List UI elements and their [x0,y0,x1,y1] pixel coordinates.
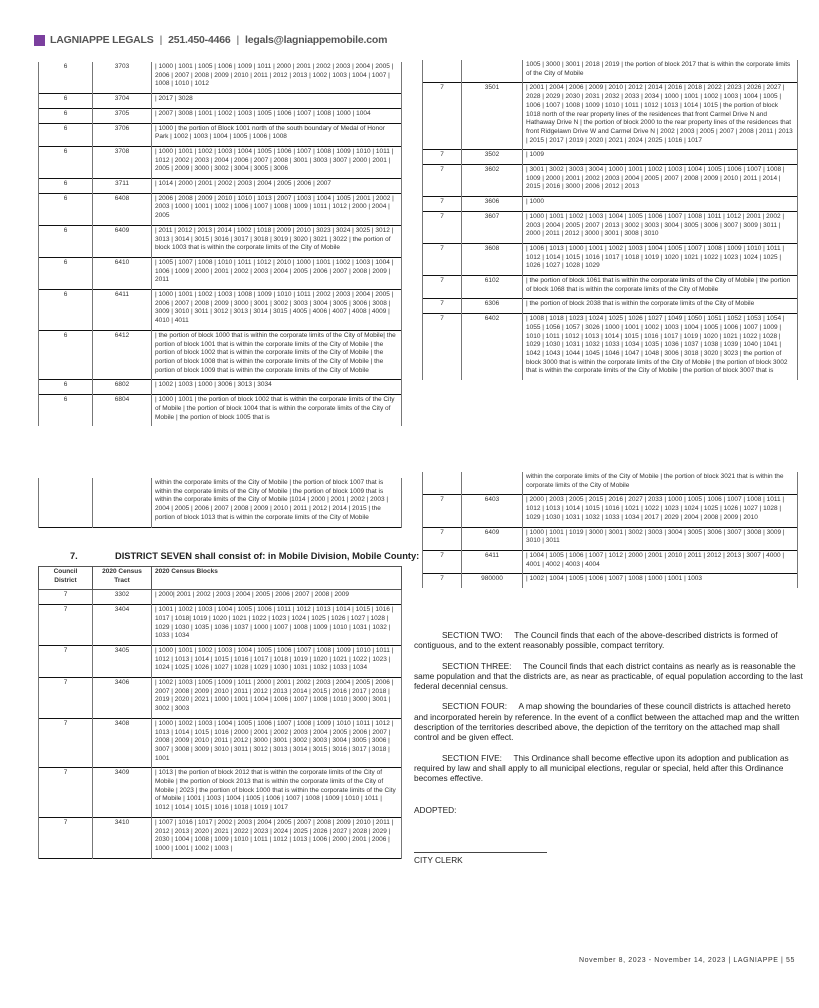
table-row [423,83,798,150]
census-tract-cell: 3708 [93,146,152,178]
census-blocks-cell: | 2017 | 3028 [152,94,402,109]
section-text: This Ordinance shall become effective upon its adoption and publication as required by law and shall apply to all municipal elections, regular or special, held after this Ordinance becomes effective. [414,752,789,784]
divider: | [159,34,163,46]
brand-square-icon [34,35,45,46]
table-row [423,243,798,275]
table-row [423,495,798,527]
council-district-cell: 6 [39,123,93,146]
column-header-district: Council District [39,567,93,590]
census-blocks-cell: | 1006 | 1013 | 1000 | 1001 | 1002 | 1003 | 1004 | 1005 | 1007 | 1008 | 1009 | 1010 | 1011 | 1012 | 1014 | 1015 | 1016 | 1017 | 1018 | 1019 | 1020 | 1021 | 1022 | 1023 | 1024 | 1025 | 1026 | 1027 | 1028 | 1029 [523,243,798,275]
section-paragraph [414,630,804,651]
census-tract-cell: 6410 [93,257,152,289]
census-tract-cell [462,472,523,495]
heading-text: DISTRICT SEVEN shall consist of: in Mobile Division, Mobile County: [115,551,420,561]
column-header-blocks: 2020 Census Blocks [152,567,402,590]
census-tract-cell: 3408 [93,718,152,768]
council-district-cell: 7 [423,197,462,212]
census-blocks-cell: | 1000 | 1001 | 1005 | 1006 | 1009 | 1011 | 2000 | 2001 | 2002 | 2003 | 2004 | 2005 | 2006 | 2007 | 2008 | 2009 | 2010 | 2011 | 2012 | 2013 | 1002 | 1003 | 1004 | 1007 | 1008 | 1010 | 1012 [152,62,402,94]
council-district-cell: 7 [423,276,462,299]
council-district-cell: 6 [39,179,93,194]
adopted-label: ADOPTED: [414,805,457,815]
page-header [34,34,387,46]
section-paragraph [414,661,804,692]
table-row [39,590,402,605]
council-district-cell: 7 [423,299,462,314]
council-district-cell: 7 [423,211,462,243]
census-tract-cell: 6411 [93,290,152,331]
district-seven-table-continued-2 [422,472,798,588]
council-district-cell: 7 [423,83,462,150]
census-blocks-cell: | 1000 | the portion of Block 1001 north of the south boundary of Medal of Honor Park | 1002 | 1003 | 1004 | 1005 | 1006 | 1008 [152,123,402,146]
census-blocks-cell: within the corporate limits of the City of Mobile | the portion of block 1007 that is within the corporate limits of the City of Mobile | the portion of block 1009 that is within the corporate limits of the City of Mobile |1014 | 2000 | 2001 | 2002 | 2003 | 2004 | 2005 | 2006 | 2007 | 2008 | 2009 | 2010 | 2011 | 2012 | 2014 | 2015 | the portion of block 1013 that is within the corporate limits of the City of Mobile [152,478,402,527]
district-six-table [38,62,402,426]
council-district-cell: 7 [423,527,462,550]
table-row [39,193,402,225]
table-row [39,123,402,146]
divider: | [236,34,240,46]
signature-line [414,852,547,853]
council-district-cell: 6 [39,94,93,109]
phone-number: 251.450-4466 [168,34,231,46]
census-blocks-cell: | 1014 | 2000 | 2001 | 2002 | 2003 | 2004 | 2005 | 2006 | 2007 [152,179,402,194]
census-blocks-cell: | 1001 | 1002 | 1003 | 1004 | 1005 | 1006 | 1011 | 1012 | 1013 | 1014 | 1015 | 1016 | 1017 | 1018| 1019 | 1020 | 1021 | 1022 | 1023 | 1024 | 1025 | 1026 | 1027 | 1028 | 1029 | 1030 | 1035 | 1036 | 1037 | 1000 | 1007 | 1008 | 1009 | 1010 | 1031 | 1032 | 1033 | 1034 [152,605,402,646]
council-district-cell: 7 [423,165,462,197]
page-footer: November 8, 2023 - November 14, 2023 | LAGNIAPPE | 55 [579,957,795,964]
district-seven-heading [70,551,419,561]
census-blocks-cell: | 1005 | 1007 | 1008 | 1010 | 1011 | 1012 | 2010 | 1000 | 1001 | 1002 | 1003 | 1004 | 1006 | 1009 | 2000 | 2001 | 2002 | 2003 | 2004 | 2005 | 2006 | 2007 | 2008 | 2009 | 2011 [152,257,402,289]
section-label: SECTION FIVE: [442,752,502,763]
census-blocks-cell: | 1000 | 1001 | 1002 | 1003 | 1004 | 1005 | 1006 | 1007 | 1008 | 1009 | 1010 | 1011 | 1012 | 2002 | 2003 | 2004 | 2006 | 2007 | 2008 | 3001 | 3003 | 3007 | 2000 | 2001 | 2005 | 2009 | 3000 | 3002 | 3004 | 3005 | 3006 [152,146,402,178]
table-row [39,290,402,331]
census-tract-cell: 6802 [93,380,152,395]
table-row [423,299,798,314]
census-tract-cell: 3602 [462,165,523,197]
council-district-cell: 7 [39,718,93,768]
census-tract-cell: 980000 [462,574,523,588]
census-tract-cell: 3705 [93,108,152,123]
census-tract-cell: 3404 [93,605,152,646]
council-district-cell: 7 [39,768,93,818]
table-row [423,60,798,83]
table-row [39,768,402,818]
census-blocks-cell: 1005 | 3000 | 3001 | 2018 | 2019 | the portion of block 2017 that is within the corporate limits of the City of Mobile [523,60,798,83]
table-row [39,678,402,719]
council-district-cell: 6 [39,395,93,427]
table-row [39,257,402,289]
council-district-cell: 6 [39,225,93,257]
census-tract-cell: 3704 [93,94,152,109]
census-blocks-cell: | the portion of block 2038 that is within the corporate limits of the City of Mobile [523,299,798,314]
email-link[interactable]: legals@lagniappemobile.com [245,34,388,46]
census-blocks-cell: | 1000 | 1001 | 1002 | 1003 | 1008 | 1009 | 1010 | 1011 | 2002 | 2003 | 2004 | 2005 | 2006 | 2007 | 2008 | 2009 | 3000 | 3001 | 3002 | 3003 | 3004 | 3005 | 3006 | 3008 | 3009 | 3010 | 3011 | 3012 | 3013 | 3014 | 3015 | 4005 | 4006 | 4007 | 4008 | 4009 | 4010 | 4011 [152,290,402,331]
census-tract-cell: 6402 [462,314,523,380]
table-header-row [39,567,402,590]
census-tract-cell: 3405 [93,645,152,677]
census-blocks-cell: | the portion of block 1000 that is within the corporate limits of the City of Mobile| the portion of block 1001 that is within the corporate limits of the City of Mobile | the portion of block 1002 that is within the corporate limits of the City of Mobile | the portion of block 1008 that is within the corporate limits of the City of Mobile | the portion of block 1009 that is within the corporate limits of the City of Mobile [152,330,402,380]
council-district-cell: 7 [39,645,93,677]
council-district-cell: 7 [423,243,462,275]
census-tract-cell: 3410 [93,817,152,858]
table-row [39,330,402,380]
council-district-cell [423,472,462,495]
census-tract-cell: 3607 [462,211,523,243]
census-blocks-cell: | 1000 [523,197,798,212]
table-row [39,817,402,858]
census-tract-cell: 3711 [93,179,152,194]
district-seven-table-continued [422,60,798,380]
census-tract-cell: 6412 [93,330,152,380]
census-blocks-cell: | 2001 | 2004 | 2006 | 2009 | 2010 | 2012 | 2014 | 2016 | 2018 | 2022 | 2023 | 2026 | 2027 | 2028 | 2029 | 2030 | 2031 | 2032 | 2033 | 2034 | 1000 | 1001 | 1002 | 1003 | 1004 | 1005 | 1006 | 1007 | 1008 | 1009 | 1010 | 1011 | 1012 | 1013 | 1014 | 1015 | the portion of block 1018 north of the rear property lines of the residences that front Carmel Drive N and Hathaway Drive N | the portion of block 2000 to the rear property lines of the residences that front Ridgelawn Drive W and Carmel Drive N | 2002 | 2003 | 2005 | 2007 | 2008 | 2011 | 2013 | 2015 | 2017 | 2019 | 2020 | 2021 | 2024 | 2025 | 1016 | 1017 [523,83,798,150]
census-blocks-cell: within the corporate limits of the City of Mobile | the portion of block 3021 that is within the corporate limits of the City of Mobile [523,472,798,495]
table-row [39,395,402,427]
census-blocks-cell: | 1000 | 1001 | the portion of block 1002 that is within the corporate limits of the City of Mobile | the portion of block 1004 that is within the corporate limits of the City of Mobile | the portion of block 1005 that is [152,395,402,427]
council-district-cell: 7 [423,550,462,573]
census-tract-cell: 3502 [462,150,523,165]
district-six-table-continued [38,478,402,528]
section-text: The Council finds that each district contains as nearly as is reasonable the same population and that the districts are, as near as practicable, of equal population according to the last federal decennial census. [414,660,803,692]
table-row [39,146,402,178]
council-district-cell: 6 [39,330,93,380]
table-row [39,62,402,94]
council-district-cell [423,60,462,83]
census-tract-cell: 3706 [93,123,152,146]
census-blocks-cell: | 1000 | 1001 | 1002 | 1003 | 1004 | 1005 | 1006 | 1007 | 1008 | 1011 | 1012 | 2001 | 2002 | 2003 | 2004 | 2005 | 2007 | 2013 | 3002 | 3003 | 3004 | 3005 | 3006 | 3007 | 3009 | 3011 | 2000 | 2011 | 2012 | 3000 | 3001 | 3008 | 3010 [523,211,798,243]
census-blocks-cell: | 1002 | 1003 | 1005 | 1009 | 1011 | 2000 | 2001 | 2002 | 2003 | 2004 | 2005 | 2006 | 2007 | 2008 | 2009 | 2010 | 2011 | 2012 | 2013 | 2014 | 2015 | 2016 | 2017 | 2018 | 2019 | 2020 | 2021 | 1000 | 1001 | 1004 | 1006 | 1007 | 1008 | 1010 | 3000 | 3001 | 3002 | 3003 [152,678,402,719]
council-district-cell [39,478,93,527]
census-blocks-cell: | 1013 | the portion of block 2012 that is within the corporate limits of the City of Mobile | the portion of block 2013 that is within the corporate limits of the City of Mobile | 2023 | the portion of block 1000 that is within the corporate limits of the City of Mobile | 1001 | 1003 | 1004 | 1005 | 1006 | 1007 | 1008 | 1009 | 1010 | 1011 | 1012 | 1014 | 1015 | 1016 | 1018 | 1019 | 1017 [152,768,402,818]
census-tract-cell: 3406 [93,678,152,719]
column-header-tract: 2020 Census Tract [93,567,152,590]
section-paragraph [414,701,804,742]
section-number: 7. [70,551,78,561]
census-blocks-cell: | 1000 | 1001 | 1019 | 3000 | 3001 | 3002 | 3003 | 3004 | 3005 | 3006 | 3007 | 3008 | 3009 | 3010 | 3011 [523,527,798,550]
table-row [423,211,798,243]
council-district-cell: 6 [39,257,93,289]
section-label: SECTION FOUR: [442,701,507,712]
section-label: SECTION THREE: [442,660,512,671]
census-blocks-cell: | 1008 | 1018 | 1023 | 1024 | 1025 | 1026 | 1027 | 1049 | 1050 | 1051 | 1052 | 1053 | 1054 | 1055 | 1056 | 1057 | 3026 | 1000 | 1001 | 1002 | 1003 | 1004 | 1005 | 1006 | 1007 | 1009 | 1010 | 1011 | 1012 | 1013 | 1014 | 1015 | 1016 | 1017 | 1019 | 1020 | 1021 | 1022 | 1028 | 1029 | 1030 | 1031 | 1032 | 1033 | 1034 | 1035 | 1036 | 1037 | 1038 | 1039 | 1040 | 1041 | 1042 | 1043 | 1044 | 1045 | 1046 | 1047 | 1048 | 3006 | 3018 | 3020 | 3023 | the portion of block 3000 that is within the corporate limits of the City of Mobile | the portion of block 3002 that is within the corporate limits of the City of Mobile | the portion of block 3007 that is [523,314,798,380]
census-blocks-cell: | 1000 | 1001 | 1002 | 1003 | 1004 | 1005 | 1006 | 1007 | 1008 | 1009 | 1010 | 1011 | 1012 | 1013 | 1014 | 1015 | 1016 | 1017 | 1018 | 1019 | 1020 | 1021 | 1022 | 1023 | 1024 | 1025 | 1026 | 1027 | 1028 | 1029 | 1030 | 1031 | 1032 | 1033 | 1034 [152,645,402,677]
table-row [423,314,798,380]
census-blocks-cell: | 2006 | 2008 | 2009 | 2010 | 1010 | 1013 | 2007 | 1003 | 1004 | 1005 | 2001 | 2002 | 2003 | 1000 | 1001 | 1002 | 1006 | 1007 | 1008 | 1009 | 1011 | 1012 | 2000 | 2004 | 2005 [152,193,402,225]
census-tract-cell: 3608 [462,243,523,275]
census-blocks-cell: | 2000| 2001 | 2002 | 2003 | 2004 | 2005 | 2006 | 2007 | 2008 | 2009 [152,590,402,605]
census-blocks-cell: | 1007 | 1016 | 1017 | 2002 | 2003 | 2004 | 2005 | 2007 | 2008 | 2009 | 2010 | 2011 | 2012 | 2013 | 2020 | 2021 | 2022 | 2023 | 2024 | 2025 | 2026 | 2027 | 2028 | 2029 | 2030 | 1004 | 1008 | 1009 | 1010 | 1011 | 1012 | 1013 | 1006 | 2000 | 2001 | 2006 | 1000 | 1001 | 1002 | 1003 | [152,817,402,858]
census-blocks-cell: | 1002 | 1004 | 1005 | 1006 | 1007 | 1008 | 1000 | 1001 | 1003 [523,574,798,588]
council-district-cell: 7 [423,314,462,380]
council-district-cell: 6 [39,193,93,225]
council-district-cell: 7 [39,590,93,605]
census-tract-cell [462,60,523,83]
section-text: The Council finds that each of the above-described districts is formed of contiguous, and to the extent reasonably possible, compact territory. [414,630,778,651]
council-district-cell: 6 [39,108,93,123]
brand-name: LAGNIAPPE LEGALS [50,34,154,46]
table-row [423,197,798,212]
census-blocks-cell: | 2011 | 2012 | 2013 | 2014 | 1002 | 1018 | 2009 | 2010 | 3023 | 3024 | 3025 | 3012 | 3013 | 3014 | 3015 | 3016 | 3017 | 3018 | 3019 | 3020 | 3021 | 3022 | the portion of block 1003 that is within the corporate limits of the City of Mobile [152,225,402,257]
census-tract-cell: 6408 [93,193,152,225]
table-row [423,574,798,588]
section-text: A map showing the boundaries of these council districts is attached hereto and incorporated herein by reference. In the event of a conflict between the attached map and the written description of the territories described above, the depiction of the territory on the attached map shall control and be given effect. [414,701,800,743]
council-district-cell: 7 [39,817,93,858]
city-clerk-label: CITY CLERK [414,855,463,865]
ordinance-sections [414,630,804,794]
table-row [423,165,798,197]
council-district-cell: 7 [39,605,93,646]
census-tract-cell: 3606 [462,197,523,212]
district-seven-table [38,566,402,859]
census-blocks-cell: | 1009 [523,150,798,165]
census-tract-cell: 6411 [462,550,523,573]
table-row [39,225,402,257]
census-blocks-cell: | 1004 | 1005 | 1006 | 1007 | 1012 | 2000 | 2001 | 2010 | 2011 | 2012 | 2013 | 3007 | 4000 | 4001 | 4002 | 4003 | 4004 [523,550,798,573]
council-district-cell: 6 [39,380,93,395]
table-row [39,94,402,109]
table-row [423,527,798,550]
table-row [39,108,402,123]
table-row [423,276,798,299]
census-tract-cell: 3409 [93,768,152,818]
table-row [39,605,402,646]
census-blocks-cell: | 1002 | 1003 | 1000 | 3006 | 3013 | 3034 [152,380,402,395]
council-district-cell: 6 [39,146,93,178]
census-tract-cell: 6403 [462,495,523,527]
council-district-cell: 7 [423,574,462,588]
census-tract-cell [93,478,152,527]
council-district-cell: 6 [39,290,93,331]
table-row [423,472,798,495]
census-tract-cell: 6306 [462,299,523,314]
table-row [39,179,402,194]
table-row [39,380,402,395]
census-blocks-cell: | 3001 | 3002 | 3003 | 3004 | 1000 | 1001 | 1002 | 1003 | 1004 | 1005 | 1006 | 1007 | 1008 | 1009 | 2000 | 2001 | 2002 | 2003 | 2004 | 2005 | 2007 | 2008 | 2009 | 2010 | 2011 | 2014 | 2015 | 2016 | 3000 | 2006 | 2012 | 2013 [523,165,798,197]
census-blocks-cell: | 2007 | 3008 | 1001 | 1002 | 1003 | 1005 | 1006 | 1007 | 1008 | 1000 | 1004 [152,108,402,123]
section-label: SECTION TWO: [442,630,503,640]
council-district-cell: 6 [39,62,93,94]
council-district-cell: 7 [423,495,462,527]
census-blocks-cell: | 2000 | 2003 | 2005 | 2015 | 2016 | 2027 | 2033 | 1000 | 1005 | 1006 | 1007 | 1008 | 1011 | 1012 | 1013 | 1014 | 1015 | 1016 | 1021 | 1022 | 1023 | 1024 | 1025 | 1026 | 1027 | 1028 | 1029 | 1030 | 1031 | 1032 | 1033 | 1034 | 2017 | 2029 | 2004 | 2008 | 2009 | 2010 [523,495,798,527]
council-district-cell: 7 [39,678,93,719]
census-tract-cell: 3501 [462,83,523,150]
table-row [39,478,402,527]
census-tract-cell: 3302 [93,590,152,605]
table-row [39,718,402,768]
census-blocks-cell: | 1000 | 1002 | 1003 | 1004 | 1005 | 1006 | 1007 | 1008 | 1009 | 1010 | 1011 | 1012 | 1013 | 1014 | 1015 | 1016 | 2000 | 2001 | 2002 | 2003 | 2004 | 2005 | 2006 | 2007 | 2008 | 2009 | 2010 | 2011 | 2012 | 3000 | 3001 | 3002 | 3003 | 3004 | 3005 | 3006 | 3007 | 3008 | 3009 | 3010 | 3011 | 3012 | 3013 | 3014 | 3015 | 3016 | 3017 | 3018 | 1001 [152,718,402,768]
table-row [423,150,798,165]
census-tract-cell: 6409 [462,527,523,550]
table-row [423,550,798,573]
census-tract-cell: 6804 [93,395,152,427]
census-tract-cell: 3703 [93,62,152,94]
census-blocks-cell: | the portion of block 1061 that is within the corporate limits of the City of Mobile | the portion of block 1068 that is within the corporate limits of the City of Mobile [523,276,798,299]
section-paragraph [414,753,804,784]
census-tract-cell: 6409 [93,225,152,257]
table-row [39,645,402,677]
census-tract-cell: 6102 [462,276,523,299]
council-district-cell: 7 [423,150,462,165]
